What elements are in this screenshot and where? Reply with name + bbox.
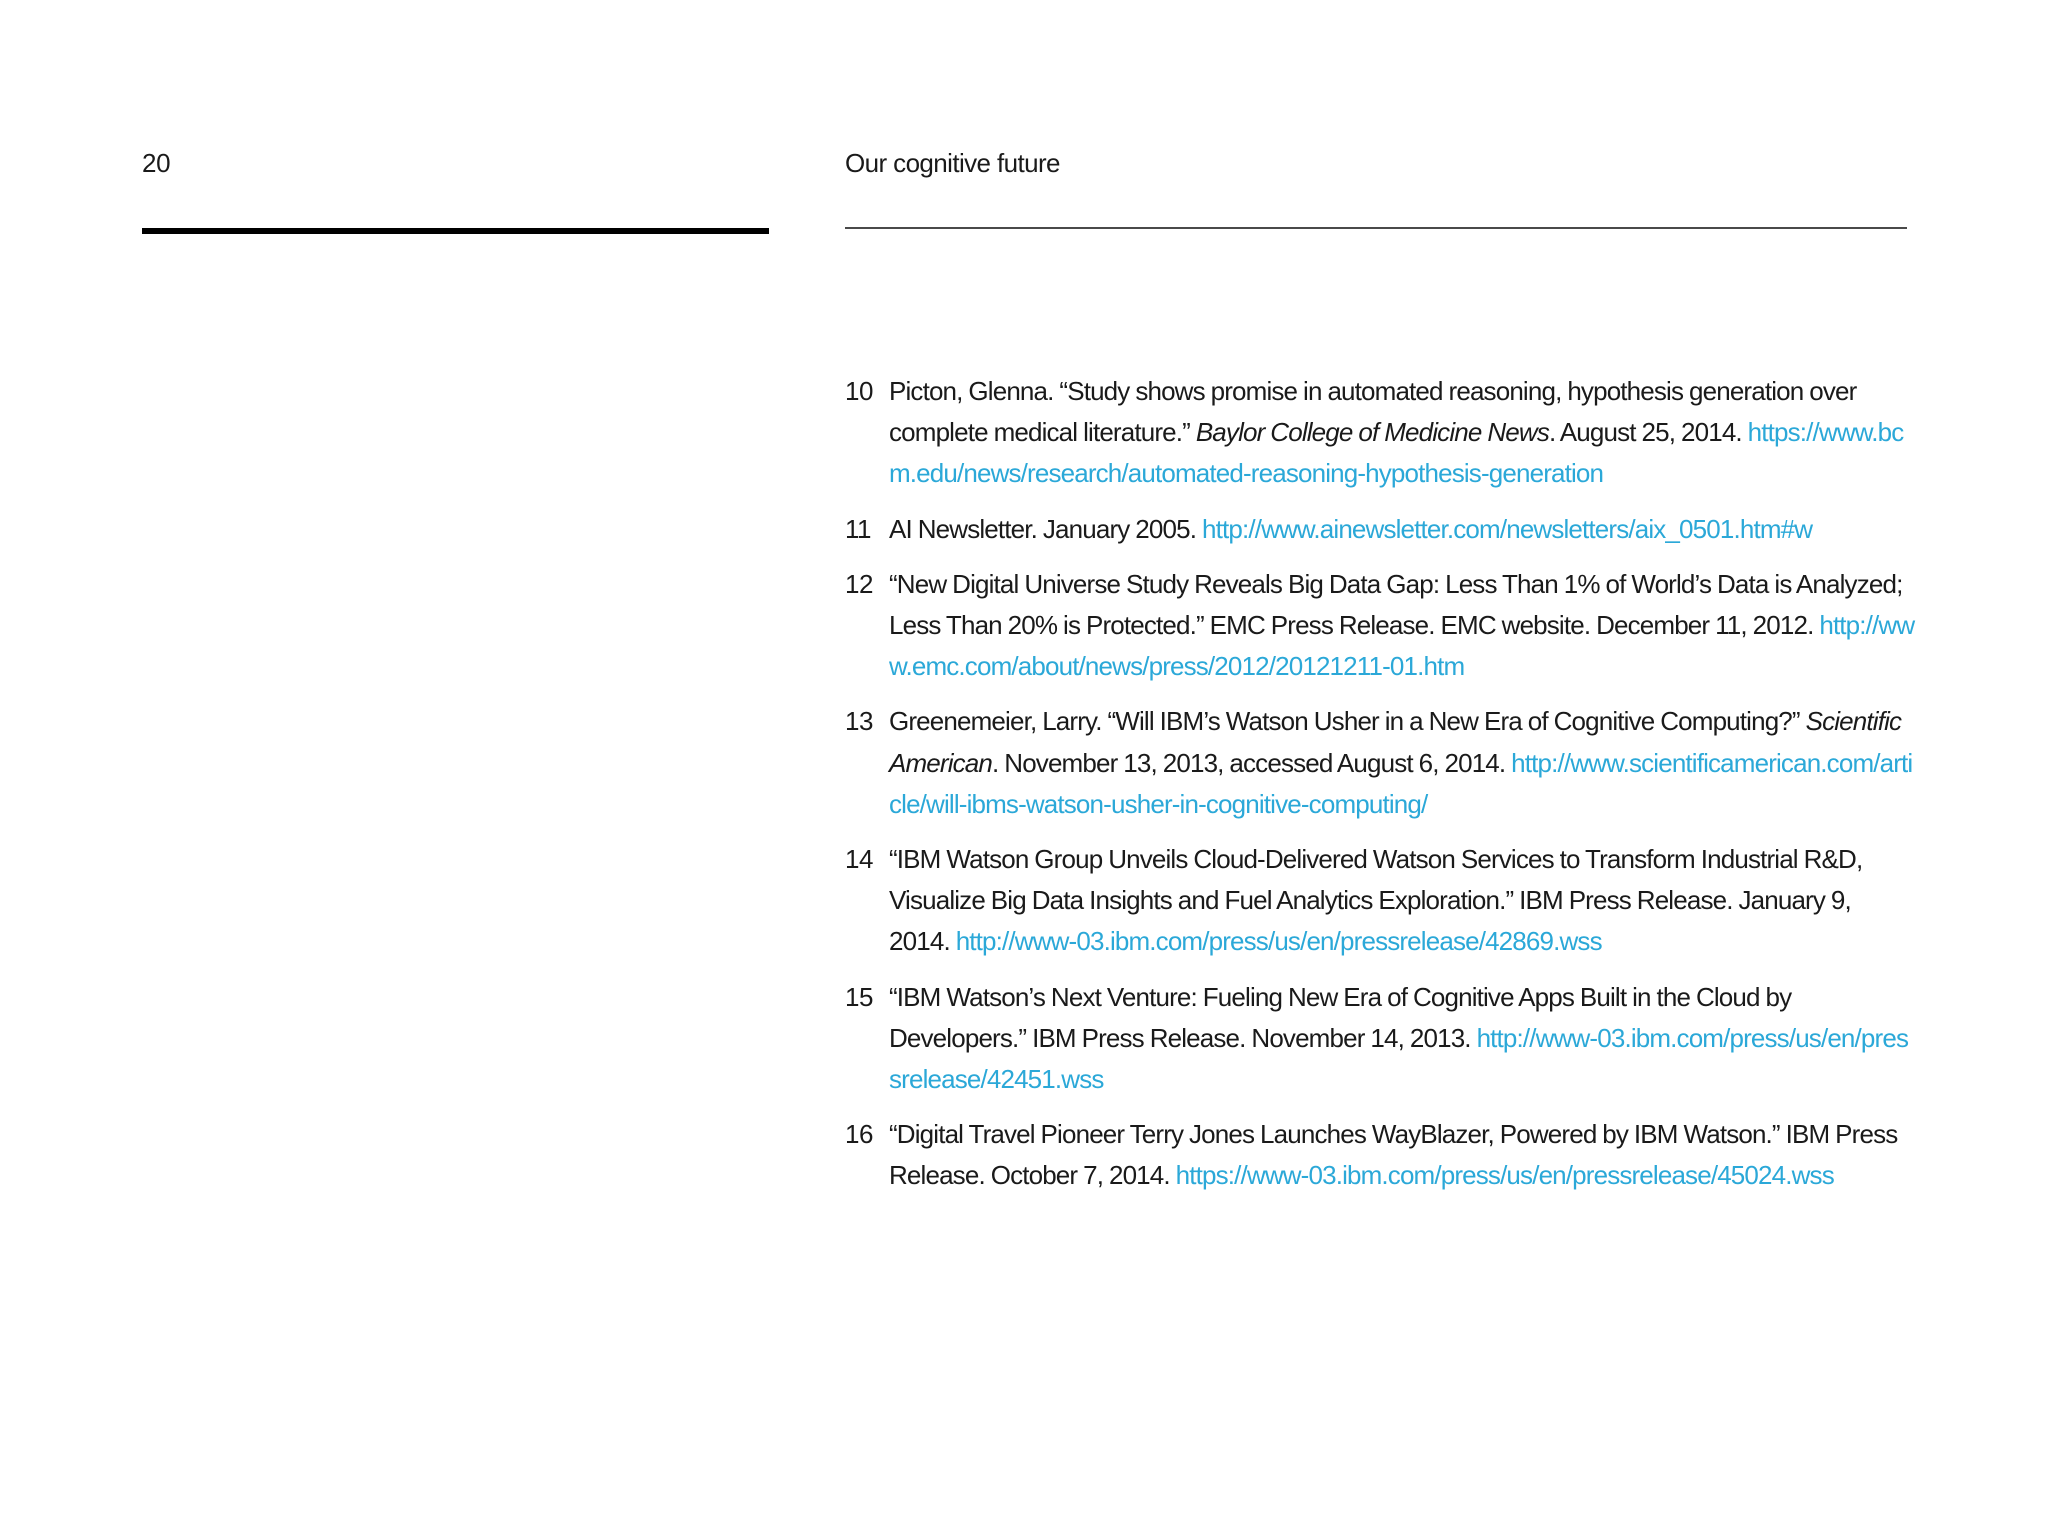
endnote-10 (845, 371, 1915, 495)
endnote-text (889, 701, 1915, 825)
endnote-text-before: “New Digital Universe Study Reveals Big Data Gap: Less Than 1% of World’s Data is Analyzed; Less Than 20% is Protected.” EMC Press Release. EMC website. December 11, 2012. (889, 568, 1903, 641)
endnote-number: 15 (845, 981, 873, 1012)
endnote-link[interactable]: http://www-03.ibm.com/press/us/en/pressrelease/42869.wss (955, 926, 1602, 957)
endnote-text (889, 839, 1915, 963)
endnote-publication: Scientific American (889, 706, 1902, 778)
endnote-text (889, 371, 1915, 495)
endnote-15 (845, 977, 1915, 1101)
endnote-text-before: Greenemeier, Larry. “Will IBM’s Watson Usher in a New Era of Cognitive Computing?” (889, 706, 1806, 737)
endnote-link[interactable]: https://www-03.ibm.com/press/us/en/pressrelease/45024.wss (1175, 1160, 1834, 1191)
endnote-text (889, 509, 1915, 550)
endnote-text (889, 977, 1915, 1101)
endnote-text-before: Picton, Glenna. “Study shows promise in automated reasoning, hypothesis generation over complete medical literature.” (889, 376, 1857, 448)
endnote-11 (845, 509, 1915, 550)
endnote-number: 16 (845, 1119, 873, 1150)
endnote-number: 10 (845, 376, 873, 406)
endnote-text-after: . November 13, 2013, accessed August 6, 2014. (992, 747, 1512, 778)
endnote-link[interactable]: http://www.ainewsletter.com/newsletters/aix_0501.htm#w (1201, 513, 1813, 544)
endnote-text-before: “Digital Travel Pioneer Terry Jones Launches WayBlazer, Powered by IBM Watson.” IBM Press Release. October 7, 2014. (889, 1119, 1898, 1191)
endnote-text (889, 1114, 1915, 1196)
endnote-text-after: . August 25, 2014. (1548, 417, 1748, 448)
endnote-text-before: “IBM Watson’s Next Venture: Fueling New Era of Cognitive Apps Built in the Cloud by Developers.” IBM Press Release. November 14, 2013. (889, 981, 1792, 1053)
endnote-link[interactable]: http://www.scientificamerican.com/article/will-ibms-watson-usher-in-cognitive-computing/ (889, 747, 1913, 819)
endnote-link[interactable]: http://www-03.ibm.com/press/us/en/pressrelease/42451.wss (889, 1022, 1909, 1095)
endnote-number: 13 (845, 706, 873, 737)
endnote-number: 14 (845, 844, 873, 875)
endnote-14 (845, 839, 1915, 963)
header-rule-thick (142, 228, 769, 234)
endnote-12 (845, 564, 1915, 688)
endnote-link[interactable]: https://www.bcm.edu/news/research/automated-reasoning-hypothesis-generation (889, 417, 1904, 489)
endnote-publication: Baylor College of Medicine News (1195, 417, 1549, 448)
page-number: 20 (142, 148, 171, 178)
endnote-text-before: “IBM Watson Group Unveils Cloud-Delivered Watson Services to Transform Industrial R&D, Visualize Big Data Insights and Fuel Analytics Exploration.” IBM Press Release. January 9, 2014. (889, 844, 1863, 957)
endnote-text (889, 564, 1915, 688)
running-title: Our cognitive future (845, 148, 1060, 178)
endnote-number: 12 (845, 568, 873, 599)
header-rule-thin (845, 227, 1907, 229)
endnote-number: 11 (845, 513, 871, 544)
endnote-16 (845, 1114, 1915, 1196)
endnote-13 (845, 701, 1915, 825)
endnotes-list (845, 371, 1915, 1211)
endnote-link[interactable]: http://www.emc.com/about/news/press/2012/20121211-01.htm (889, 610, 1915, 682)
endnote-text-before: AI Newsletter. January 2005. (889, 513, 1202, 544)
